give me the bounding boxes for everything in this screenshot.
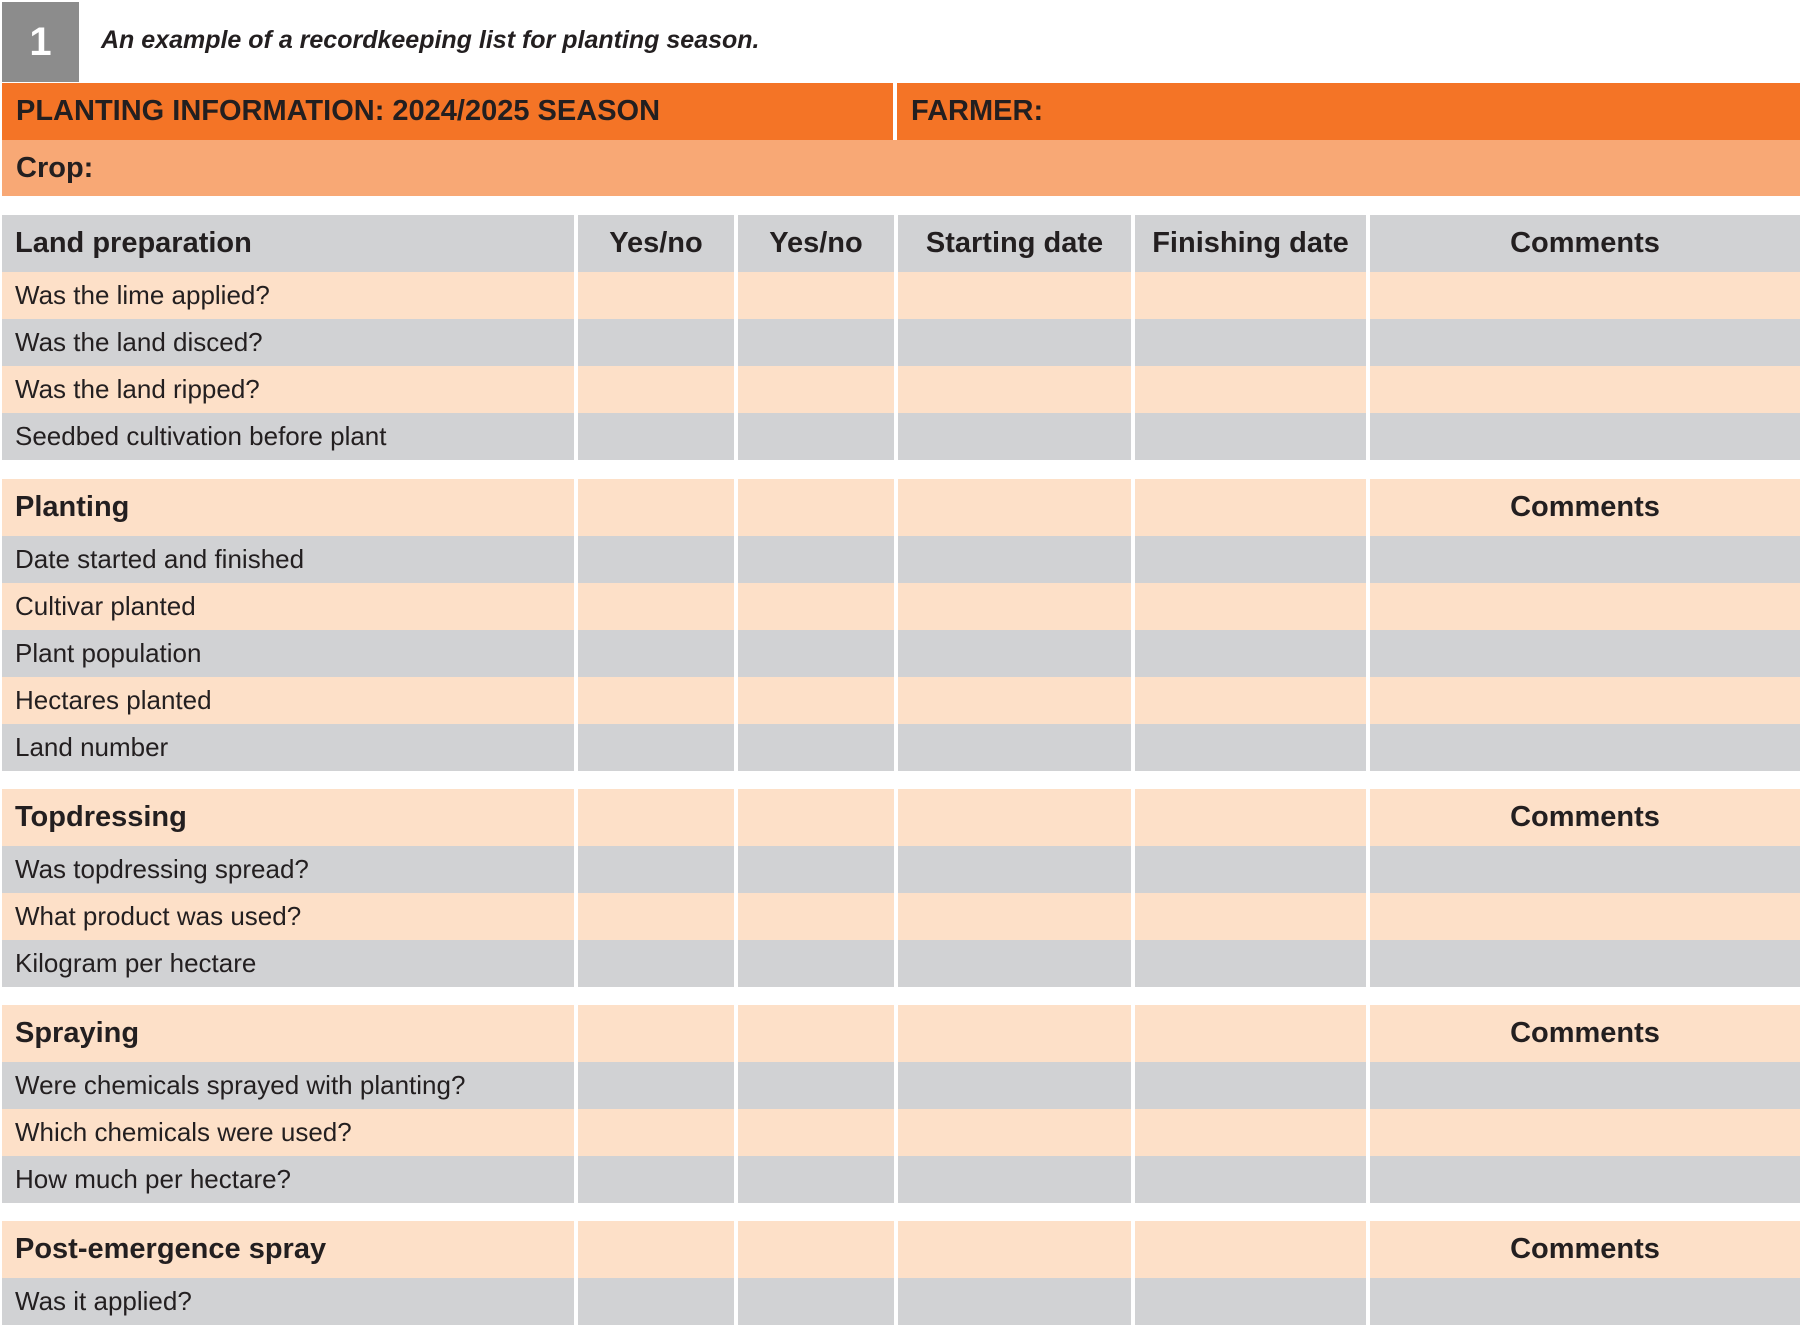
entry-cell[interactable]	[1135, 413, 1366, 460]
entry-cell[interactable]	[738, 272, 894, 319]
entry-cell[interactable]	[578, 1278, 734, 1325]
table-row	[0, 893, 1800, 940]
column-header-comments: Comments	[1370, 789, 1800, 846]
table-row	[0, 413, 1800, 460]
figure-caption: An example of a recordkeeping list for planting season.	[101, 26, 760, 54]
entry-cell[interactable]	[898, 583, 1131, 630]
column-header-empty	[898, 479, 1131, 536]
column-header-yes-no: Yes/no	[578, 215, 734, 272]
column-header-comments: Comments	[1370, 1005, 1800, 1062]
column-header-empty	[1135, 1221, 1366, 1278]
table-row	[0, 724, 1800, 771]
entry-cell[interactable]	[898, 366, 1131, 413]
table-row	[0, 1278, 1800, 1325]
entry-cell[interactable]	[1370, 846, 1800, 893]
row-label: Were chemicals sprayed with planting?	[2, 1062, 574, 1109]
entry-cell[interactable]	[898, 319, 1131, 366]
entry-cell[interactable]	[898, 413, 1131, 460]
column-header-comments: Comments	[1370, 479, 1800, 536]
entry-cell[interactable]	[578, 893, 734, 940]
entry-cell[interactable]	[578, 319, 734, 366]
column-header-empty	[578, 1005, 734, 1062]
table-row	[0, 1062, 1800, 1109]
row-label: What product was used?	[2, 893, 574, 940]
column-header-empty	[1135, 479, 1366, 536]
entry-cell[interactable]	[738, 536, 894, 583]
entry-cell[interactable]	[1370, 677, 1800, 724]
section-title: Post-emergence spray	[2, 1221, 574, 1278]
entry-cell[interactable]	[578, 1156, 734, 1203]
entry-cell[interactable]	[1370, 319, 1800, 366]
entry-cell[interactable]	[1135, 319, 1366, 366]
entry-cell[interactable]	[738, 1062, 894, 1109]
entry-cell[interactable]	[1370, 583, 1800, 630]
row-label: Land number	[2, 724, 574, 771]
section-header-row	[0, 1221, 1800, 1278]
entry-cell[interactable]	[898, 1109, 1131, 1156]
entry-cell[interactable]	[898, 272, 1131, 319]
entry-cell[interactable]	[1135, 583, 1366, 630]
section-title: Land preparation	[2, 215, 574, 272]
entry-cell[interactable]	[578, 940, 734, 987]
column-header-empty	[738, 479, 894, 536]
entry-cell[interactable]	[1135, 1278, 1366, 1325]
entry-cell[interactable]	[1135, 366, 1366, 413]
entry-cell[interactable]	[1135, 630, 1366, 677]
entry-cell[interactable]	[1370, 1109, 1800, 1156]
entry-cell[interactable]	[738, 366, 894, 413]
planting-info-title: PLANTING INFORMATION: 2024/2025 SEASON	[2, 83, 893, 140]
row-label: Cultivar planted	[2, 583, 574, 630]
entry-cell[interactable]	[738, 630, 894, 677]
entry-cell[interactable]	[578, 630, 734, 677]
table-row	[0, 677, 1800, 724]
entry-cell[interactable]	[1135, 272, 1366, 319]
entry-cell[interactable]	[738, 413, 894, 460]
column-header-empty	[738, 1005, 894, 1062]
entry-cell[interactable]	[1135, 893, 1366, 940]
table-row	[0, 272, 1800, 319]
entry-cell[interactable]	[1135, 940, 1366, 987]
entry-cell[interactable]	[578, 1109, 734, 1156]
entry-cell[interactable]	[1135, 1109, 1366, 1156]
entry-cell[interactable]	[738, 319, 894, 366]
entry-cell[interactable]	[578, 1062, 734, 1109]
table-row	[0, 1156, 1800, 1203]
entry-cell[interactable]	[898, 1062, 1131, 1109]
entry-cell[interactable]	[578, 846, 734, 893]
entry-cell[interactable]	[738, 583, 894, 630]
entry-cell[interactable]	[738, 846, 894, 893]
column-header-empty	[898, 1005, 1131, 1062]
entry-cell[interactable]	[1370, 893, 1800, 940]
section-header-row	[0, 215, 1800, 272]
entry-cell[interactable]	[738, 1109, 894, 1156]
table-row	[0, 366, 1800, 413]
section-title: Planting	[2, 479, 574, 536]
column-header-empty	[578, 479, 734, 536]
entry-cell[interactable]	[1370, 272, 1800, 319]
section-title: Spraying	[2, 1005, 574, 1062]
entry-cell[interactable]	[1135, 536, 1366, 583]
entry-cell[interactable]	[898, 536, 1131, 583]
entry-cell[interactable]	[578, 272, 734, 319]
table-row	[0, 940, 1800, 987]
entry-cell[interactable]	[578, 536, 734, 583]
entry-cell[interactable]	[1370, 1156, 1800, 1203]
entry-cell[interactable]	[898, 846, 1131, 893]
row-label: Was topdressing spread?	[2, 846, 574, 893]
column-header-comments: Comments	[1370, 1221, 1800, 1278]
entry-cell[interactable]	[898, 630, 1131, 677]
entry-cell[interactable]	[738, 940, 894, 987]
crop-field[interactable]: Crop:	[2, 140, 1800, 196]
entry-cell[interactable]	[738, 724, 894, 771]
column-header-empty	[1135, 1005, 1366, 1062]
section-header-row	[0, 479, 1800, 536]
row-label: Plant population	[2, 630, 574, 677]
column-header-yes-no: Yes/no	[738, 215, 894, 272]
farmer-field[interactable]: FARMER:	[897, 83, 1800, 140]
entry-cell[interactable]	[1370, 1062, 1800, 1109]
entry-cell[interactable]	[578, 724, 734, 771]
entry-cell[interactable]	[1135, 724, 1366, 771]
column-header-empty	[578, 1221, 734, 1278]
column-header-empty	[738, 1221, 894, 1278]
figure-number-badge: 1	[2, 2, 79, 82]
row-label: Was it applied?	[2, 1278, 574, 1325]
entry-cell[interactable]	[1135, 1156, 1366, 1203]
entry-cell[interactable]	[1370, 724, 1800, 771]
table-row	[0, 1109, 1800, 1156]
table-row	[0, 846, 1800, 893]
column-header-empty	[898, 789, 1131, 846]
row-label: Date started and finished	[2, 536, 574, 583]
entry-cell[interactable]	[898, 940, 1131, 987]
section-header-row	[0, 789, 1800, 846]
entry-cell[interactable]	[1370, 536, 1800, 583]
column-header-empty	[578, 789, 734, 846]
column-header-empty	[898, 1221, 1131, 1278]
entry-cell[interactable]	[1370, 413, 1800, 460]
table-row	[0, 319, 1800, 366]
entry-cell[interactable]	[1135, 1062, 1366, 1109]
table-row	[0, 583, 1800, 630]
row-label: Which chemicals were used?	[2, 1109, 574, 1156]
column-header-empty	[738, 789, 894, 846]
entry-cell[interactable]	[738, 677, 894, 724]
row-label: Was the land ripped?	[2, 366, 574, 413]
row-label: Was the lime applied?	[2, 272, 574, 319]
entry-cell[interactable]	[738, 1278, 894, 1325]
section-title: Topdressing	[2, 789, 574, 846]
entry-cell[interactable]	[1135, 846, 1366, 893]
entry-cell[interactable]	[1370, 366, 1800, 413]
entry-cell[interactable]	[898, 1278, 1131, 1325]
row-label: Seedbed cultivation before plant	[2, 413, 574, 460]
entry-cell[interactable]	[578, 677, 734, 724]
entry-cell[interactable]	[578, 366, 734, 413]
entry-cell[interactable]	[1370, 630, 1800, 677]
column-header-comments: Comments	[1370, 215, 1800, 272]
entry-cell[interactable]	[898, 893, 1131, 940]
section-header-row	[0, 1005, 1800, 1062]
entry-cell[interactable]	[1135, 677, 1366, 724]
column-header-finishing-date: Finishing date	[1135, 215, 1366, 272]
column-header-starting-date: Starting date	[898, 215, 1131, 272]
entry-cell[interactable]	[738, 1156, 894, 1203]
entry-cell[interactable]	[578, 413, 734, 460]
entry-cell[interactable]	[898, 1156, 1131, 1203]
entry-cell[interactable]	[1370, 1278, 1800, 1325]
entry-cell[interactable]	[738, 893, 894, 940]
entry-cell[interactable]	[1370, 940, 1800, 987]
row-label: Was the land disced?	[2, 319, 574, 366]
table-row	[0, 536, 1800, 583]
entry-cell[interactable]	[898, 724, 1131, 771]
table-row	[0, 630, 1800, 677]
row-label: How much per hectare?	[2, 1156, 574, 1203]
entry-cell[interactable]	[898, 677, 1131, 724]
entry-cell[interactable]	[578, 583, 734, 630]
row-label: Hectares planted	[2, 677, 574, 724]
row-label: Kilogram per hectare	[2, 940, 574, 987]
column-header-empty	[1135, 789, 1366, 846]
